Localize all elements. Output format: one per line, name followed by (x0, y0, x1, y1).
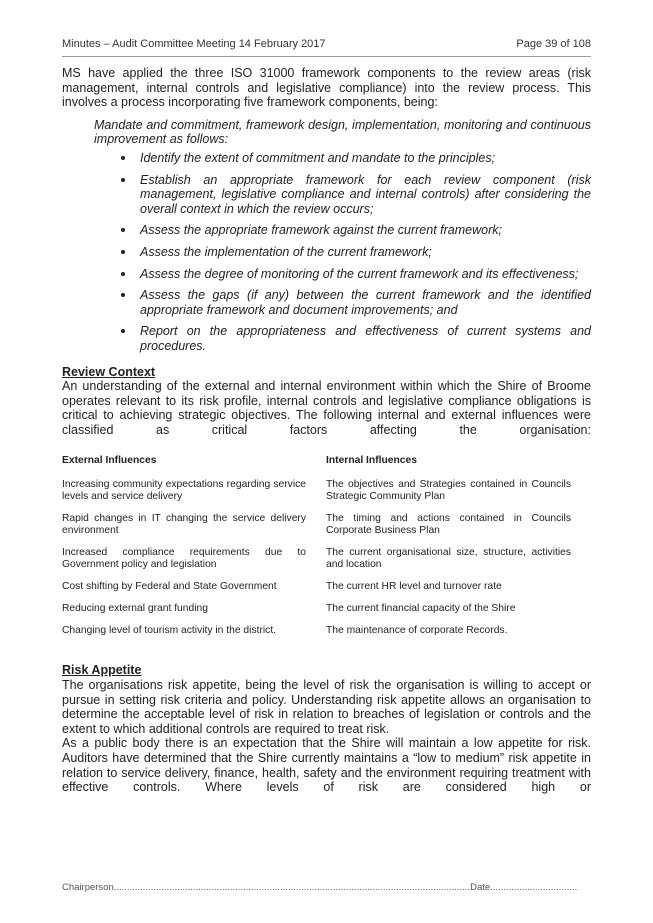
list-item: Establish an appropriate framework for each review component (risk management, legislative compliance and internal controls) after considering the overall context in which the review occurs; (140, 172, 591, 216)
page-header (62, 38, 591, 57)
list-item: Assess the appropriate framework against the current framework; (140, 223, 591, 238)
influences-table (62, 455, 591, 647)
page-content (62, 66, 591, 795)
internal-influence: The current HR level and turnover rate (326, 581, 502, 593)
table-row (62, 513, 591, 547)
external-influences-header: External Influences (62, 455, 157, 467)
table-row (62, 581, 591, 603)
list-item: Assess the gaps (if any) between the current framework and the identified appropriate framework and document improvements; and (140, 288, 591, 317)
internal-influences-header: Internal Influences (326, 455, 417, 467)
chairperson-signature-line: Chairperson....................................................................................................................................... (62, 882, 471, 893)
risk-appetite-paragraph-2: As a public body there is an expectation that the Shire will maintain a low appetite for risk. Auditors have determined that the Shire currently maintains a “low to medium” risk appetite in relation to service delivery, finance, health, safety and the environment requiring treatment with effective controls. Where levels of risk are considered high or (62, 736, 591, 795)
page-number: Page 39 of 108 (516, 38, 591, 50)
internal-influence: The objectives and Strategies contained in Councils Strategic Community Plan (326, 479, 571, 503)
review-context-heading: Review Context (62, 364, 156, 379)
internal-influence: The maintenance of corporate Records. (326, 625, 508, 637)
document-title: Minutes – Audit Committee Meeting 14 February 2017 (62, 38, 326, 50)
list-item: Report on the appropriateness and effectiveness of current systems and procedures. (140, 324, 591, 353)
external-influence: Increasing community expectations regarding service levels and service delivery (62, 479, 306, 503)
review-context-paragraph: An understanding of the external and internal environment within which the Shire of Broome operates relevant to its risk profile, internal controls and legislative compliance obligations is critical to achieving strategic objectives. The following internal and external influences were classified as critical factors affecting the organisation: (62, 379, 591, 437)
table-row (62, 479, 591, 513)
risk-appetite-paragraph-1: The organisations risk appetite, being the level of risk the organisation is willing to accept or pursue in setting risk criteria and policy. Understanding risk appetite allows an organisation to determine the acceptable level of risk in relation to breaches of legislation or controls and the extent to which additional controls are required to treat risk. (62, 678, 591, 736)
framework-quote: Mandate and commitment, framework design, implementation, monitoring and continuous improvement as follows: (94, 117, 591, 147)
internal-influence: The current organisational size, structure, activities and location (326, 547, 571, 571)
external-influence: Increased compliance requirements due to Government policy and legislation (62, 547, 306, 571)
external-influence: Changing level of tourism activity in the district. (62, 625, 277, 637)
risk-appetite-heading: Risk Appetite (62, 663, 142, 678)
internal-influence: The current financial capacity of the Shire (326, 603, 516, 615)
signature-footer (62, 882, 577, 893)
intro-paragraph: MS have applied the three ISO 31000 framework components to the review areas (risk management, internal controls and legislative compliance) into the review process. This involves a process incorporating five framework components, being: (62, 66, 591, 110)
list-item: Identify the extent of commitment and mandate to the principles; (140, 151, 591, 166)
internal-influence: The timing and actions contained in Councils Corporate Business Plan (326, 513, 571, 537)
external-influence: Rapid changes in IT changing the service delivery environment (62, 513, 306, 537)
table-row (62, 603, 591, 625)
external-influence: Reducing external grant funding (62, 603, 208, 615)
date-line: Date................................. (470, 882, 578, 893)
table-row (62, 625, 591, 647)
external-influence: Cost shifting by Federal and State Government (62, 581, 277, 593)
list-item: Assess the implementation of the current framework; (140, 245, 591, 260)
table-row (62, 547, 591, 581)
list-item: Assess the degree of monitoring of the current framework and its effectiveness; (140, 267, 591, 282)
framework-bullet-list (62, 151, 591, 354)
